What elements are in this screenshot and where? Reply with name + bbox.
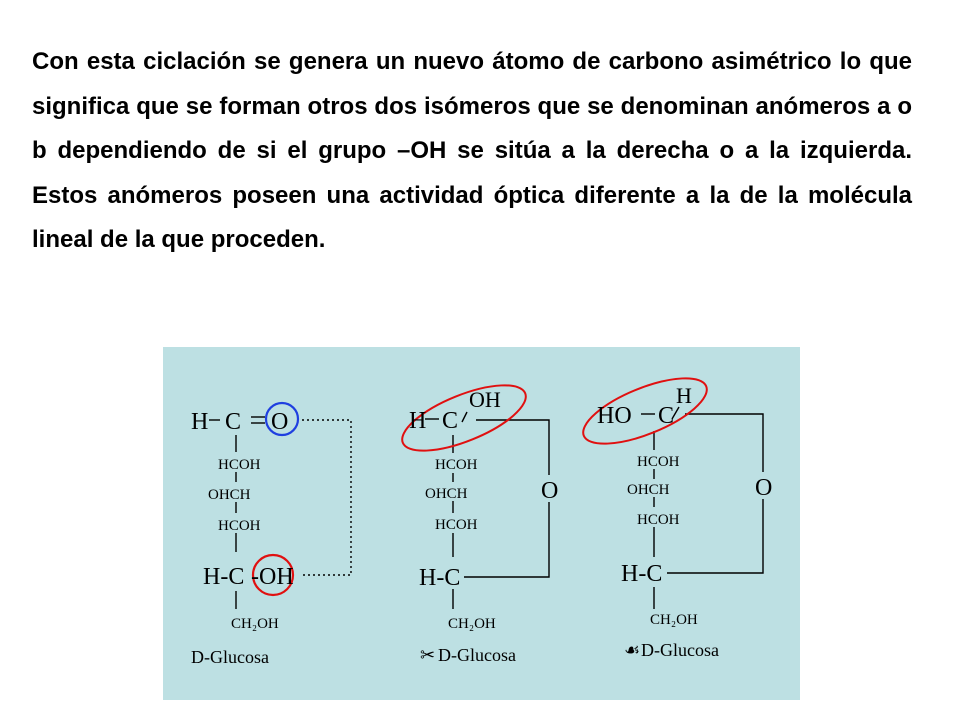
linear-bottom-hc: H-C: [203, 564, 245, 590]
beta-ring-o: O: [755, 475, 773, 501]
beta-head-c: C: [658, 403, 675, 429]
beta-bottom-hc: H-C: [621, 561, 663, 587]
linear-ch2oh: CH₂OH: [231, 616, 279, 632]
alpha-caption: D-Glucosa: [438, 645, 516, 665]
beta-caption: D-Glucosa: [641, 640, 719, 660]
linear-caption: D-Glucosa: [191, 647, 269, 667]
linear-row-2: OHCH: [208, 487, 251, 503]
linear-carbonyl-o: O: [271, 409, 289, 435]
linear-row-3: HCOH: [218, 518, 261, 534]
beta-row-1: HCOH: [637, 454, 680, 470]
beta-row-2: OHCH: [627, 482, 670, 498]
alpha-row-1: HCOH: [435, 457, 478, 473]
beta-head-ho: HO: [597, 403, 632, 429]
beta-row-3: HCOH: [637, 512, 680, 528]
alpha-bottom-hc: H-C: [419, 565, 461, 591]
alpha-ring-o: O: [541, 478, 559, 504]
linear-top-c: C: [225, 409, 242, 435]
alpha-row-2: OHCH: [425, 486, 468, 502]
beta-ch2oh: CH₂OH: [650, 612, 698, 628]
beta-head-h: H: [676, 383, 692, 408]
linear-top-h: H: [191, 409, 209, 435]
beta-caption-symbol: ☙: [624, 640, 641, 660]
glucose-cyclization-figure: [163, 347, 800, 700]
linear-bottom-oh: -OH: [251, 564, 294, 590]
alpha-head-c: C: [442, 408, 459, 434]
alpha-head-h: H: [409, 408, 427, 434]
linear-row-1: HCOH: [218, 457, 261, 473]
alpha-ch2oh: CH₂OH: [448, 616, 496, 632]
alpha-caption-symbol: ✂: [420, 645, 436, 665]
structures-drawing: [163, 347, 800, 700]
alpha-head-oh: OH: [469, 387, 501, 412]
body-paragraph: Con esta ciclación se genera un nuevo átomo de carbono asimétrico lo que significa que se forman otros dos isómeros que se denominan anómeros a o b dependiendo de si el grupo –OH se sitúa a la derecha o a la izquierda. Estos anómeros poseen una actividad óptica diferente a la de la molécula lineal de la que proceden.: [32, 48, 912, 253]
alpha-row-3: HCOH: [435, 517, 478, 533]
